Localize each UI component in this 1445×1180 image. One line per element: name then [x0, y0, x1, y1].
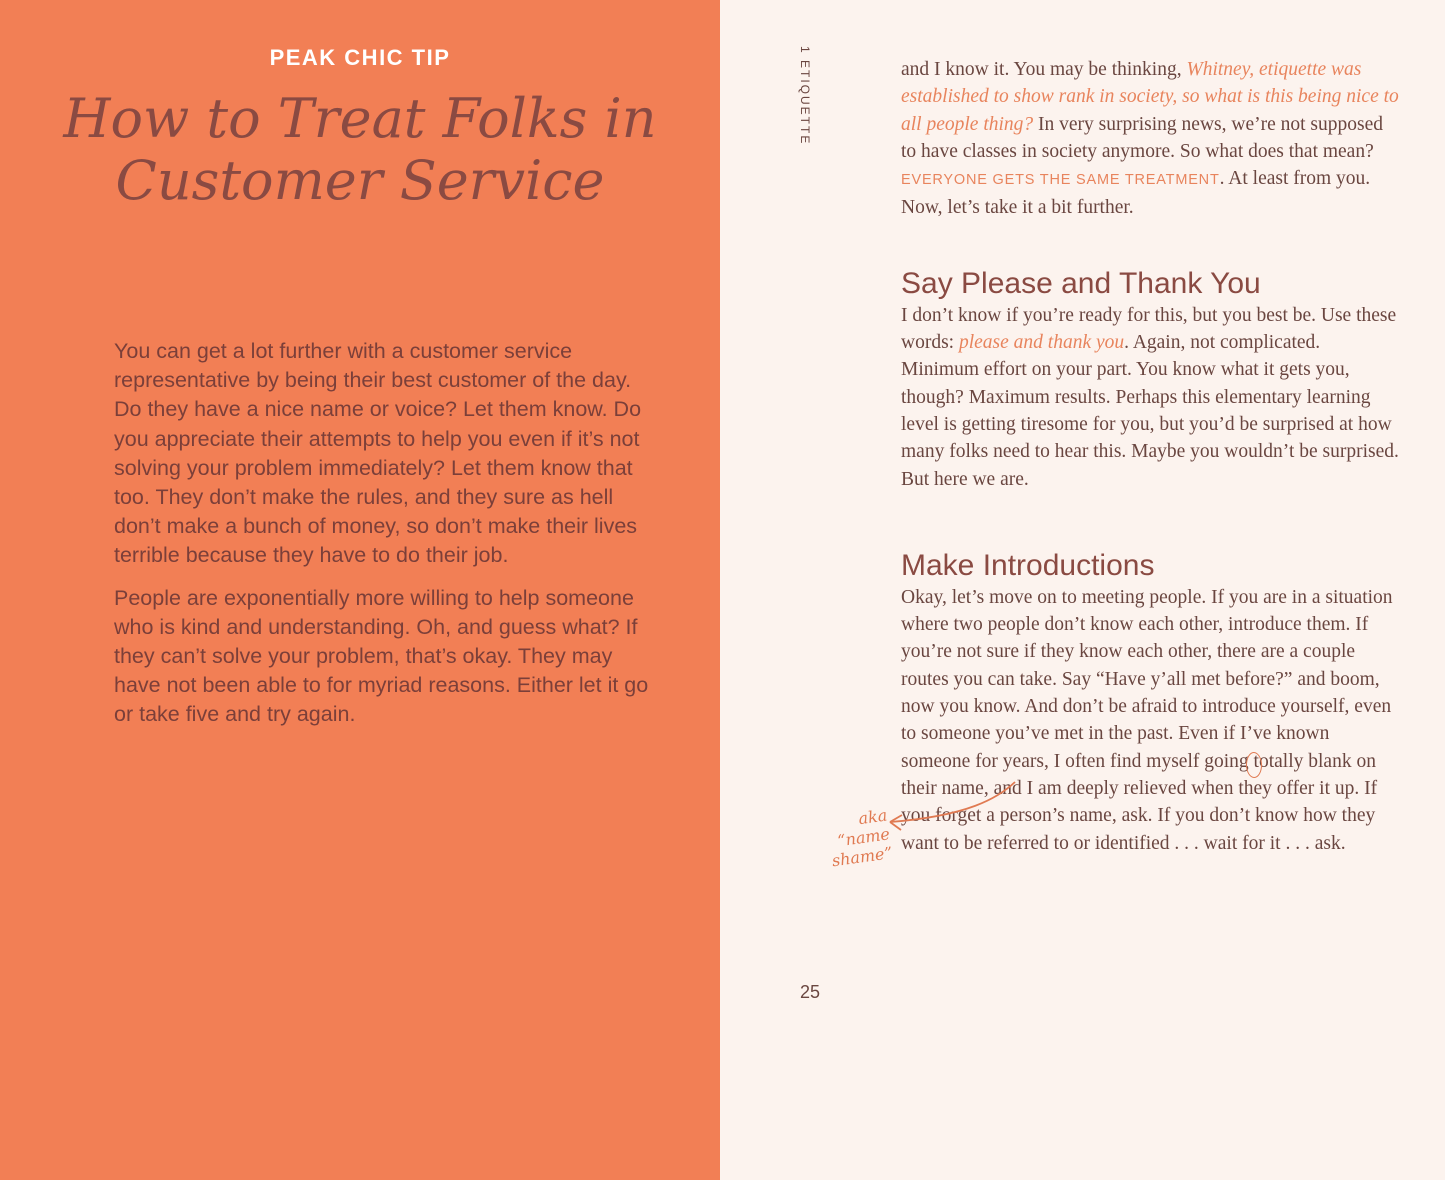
tip-title: How to Treat Folks in Customer Service: [63, 87, 657, 212]
introductions-paragraph: Okay, let’s move on to meeting people. If you are in a situation where two people don’t know each other, introduce them. If you’re not sure if they know each other, there are a couple routes you can take. Say “Have y’all met before?” and boom, now you know. And don’t be afraid to introduce yourself, even to someone you’ve met in the past. Even if I’ve known someone for years, I often find myself going totally blank on their name, and I am deeply relieved when they offer it up. If you forget a person’s name, ask. If you don’t know how they want to be referred to or identified . . . wait for it . . . ask.: [901, 586, 1393, 854]
please-thank-you-paragraph: I don’t know if you’re ready for this, but you best be. Use these words: please and thank you. Again, not complicated. Minimum effort on your part. You know what it gets you, though? Maximum results. Perhaps this elementary learning level is getting tiresome for you, but you’d be surprised at how many folks need to hear this. Maybe you wouldn’t be surprised. But here we are.: [901, 304, 1399, 490]
smallcaps-emphasis: EVERYONE GETS THE SAME TREATMENT: [901, 172, 1220, 189]
intro-paragraph: and I know it. You may be thinking, Whitney, etiquette was established to show rank in society, so what is this being nice to all people thing? In very surprising news, we’re not supposed to have classes in society anymore. So what does that mean? EVERYONE GETS THE SAME TREATMENT. At least from you. Now, let’s take it a bit further.: [901, 59, 1399, 219]
hand-drawn-arrow-icon: [880, 780, 1020, 840]
section-heading-please-thank-you: Say Please and Thank You: [901, 266, 1261, 300]
page-number: 25: [800, 982, 821, 1002]
margin-note: aka “name shame”: [830, 805, 894, 871]
running-head: 1 ETIQUETTE: [798, 46, 812, 146]
tip-kicker: PEAK CHIC TIP: [269, 45, 451, 70]
tip-body: [114, 337, 654, 743]
tip-paragraph-1: You can get a lot further with a customer service representative by being their best customer of the day. Do they have a nice name or voice? Let them know. Do you appreciate their attempts to help you even if it’s not solving your problem immediately? Let them know that too. They don’t make the rules, and they sure as hell don’t make a bunch of money, so don’t make their lives terrible because they have to do their job.: [114, 339, 642, 568]
left-page: [0, 0, 720, 1180]
emphasis-quote: Whitney, etiquette was established to show rank in society, so what is this being nice to all people thing?: [901, 59, 1399, 135]
circled-phrase: totally blank on their name,: [901, 750, 1376, 799]
tip-paragraph-2: People are exponentially more willing to help someone who is kind and understanding. Oh, and guess what? If they can’t solve your problem, that’s okay. They may have not been able to for myriad reasons. Either let it go or take five and try again.: [114, 585, 649, 727]
section-heading-introductions: Make Introductions: [901, 548, 1155, 582]
emphasis-phrase: please and thank you: [958, 332, 1125, 354]
main-text-column: [901, 56, 1399, 857]
